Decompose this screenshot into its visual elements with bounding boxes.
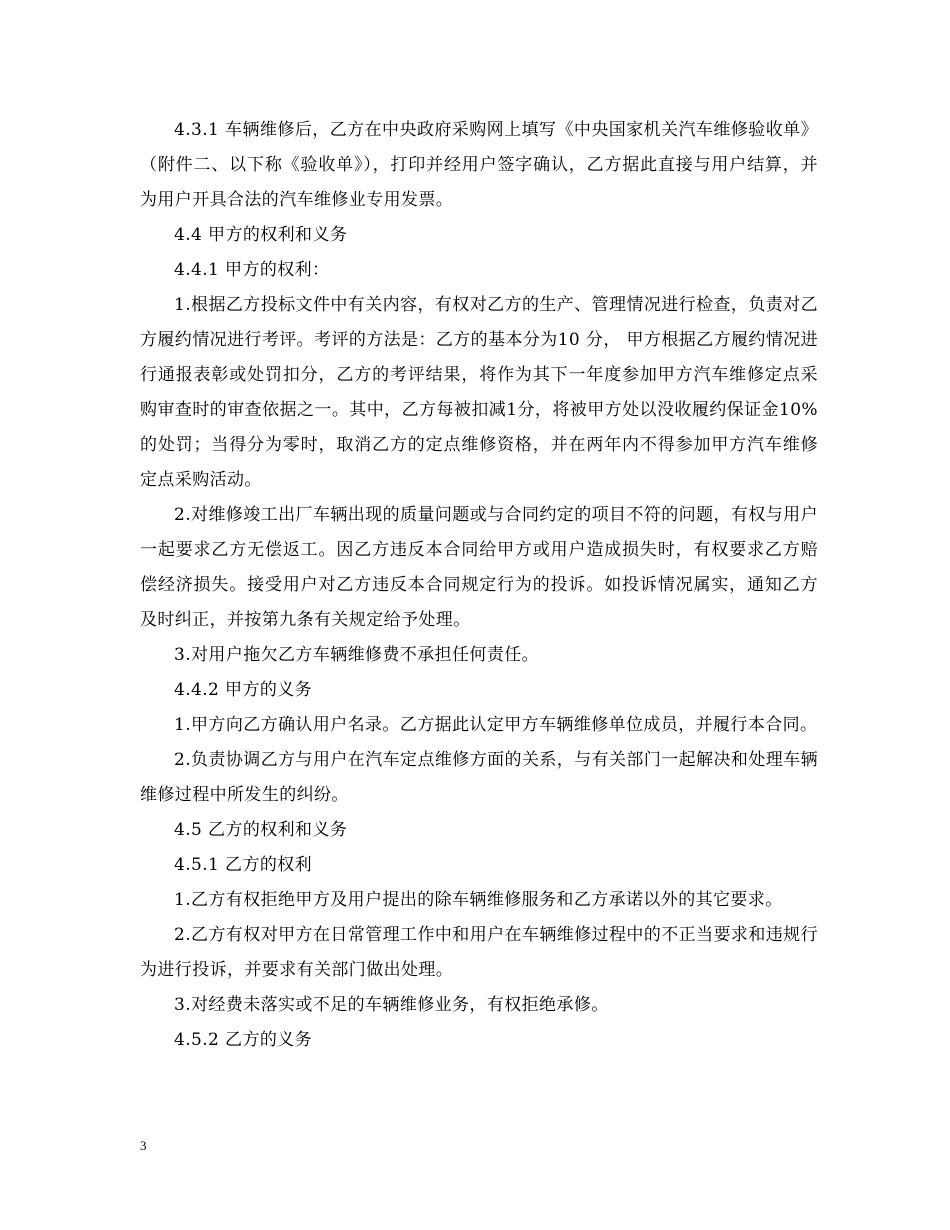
heading-4-5-2: 4.5.2 乙方的义务 <box>174 1030 313 1050</box>
paragraph-party-b-right-3: 3.对经费未落实或不足的车辆维修业务，有权拒绝承修。 <box>174 995 609 1015</box>
heading-4-4-1: 4.4.1 甲方的权利： <box>174 260 330 280</box>
paragraph-party-a-duty-1: 1.甲方向乙方确认用户名录。乙方据此认定甲方车辆维修单位成员，并履行本合同。 <box>174 715 818 735</box>
page-number: 3 <box>140 1138 147 1153</box>
paragraph-4-3-1: 4.3.1 车辆维修后，乙方在中央政府采购网上填写《中央国家机关汽车维修验收单》（附件二、以下称《验收单》），打印并经用户签字确认，乙方据此直接与用户结算，并为用户开具合法的汽车维修业专用发票。 <box>140 120 818 210</box>
heading-4-5: 4.5 乙方的权利和义务 <box>174 820 348 840</box>
paragraph-party-a-right-1: 1.根据乙方投标文件中有关内容，有权对乙方的生产、管理情况进行检查，负责对乙方履约情况进行考评。考评的方法是：乙方的基本分为10 分， 甲方根据乙方履约情况进行通报表彰或处罚扣分，乙方的考评结果，将作为其下一年度参加甲方汽车维修定点采购审查时的审查依据之一。其中，乙方每被扣减1分，将被甲方处以没收履约保证金10%的处罚；当得分为零时，取消乙方的定点维修资格，并在两年内不得参加甲方汽车维修定点采购活动。 <box>140 295 818 490</box>
heading-4-4: 4.4 甲方的权利和义务 <box>174 225 348 245</box>
heading-4-5-1: 4.5.1 乙方的权利 <box>174 855 313 875</box>
paragraph-party-a-right-2: 2.对维修竣工出厂车辆出现的质量问题或与合同约定的项目不符的问题，有权与用户一起要求乙方无偿返工。因乙方违反本合同给甲方或用户造成损失时，有权要求乙方赔偿经济损失。接受用户对乙方违反本合同规定行为的投诉。如投诉情况属实，通知乙方及时纠正，并按第九条有关规定给予处理。 <box>140 505 818 630</box>
paragraph-party-a-right-3: 3.对用户拖欠乙方车辆维修费不承担任何责任。 <box>174 645 540 665</box>
paragraph-party-a-duty-2: 2.负责协调乙方与用户在汽车定点维修方面的关系，与有关部门一起解决和处理车辆维修过程中所发生的纠纷。 <box>140 750 818 805</box>
paragraph-party-b-right-1: 1.乙方有权拒绝甲方及用户提出的除车辆维修服务和乙方承诺以外的其它要求。 <box>174 890 783 910</box>
heading-4-4-2: 4.4.2 甲方的义务 <box>174 680 313 700</box>
paragraph-party-b-right-2: 2.乙方有权对甲方在日常管理工作中和用户在车辆维修过程中的不正当要求和违规行为进行投诉，并要求有关部门做出处理。 <box>140 925 818 980</box>
document-body <box>140 113 818 1058</box>
